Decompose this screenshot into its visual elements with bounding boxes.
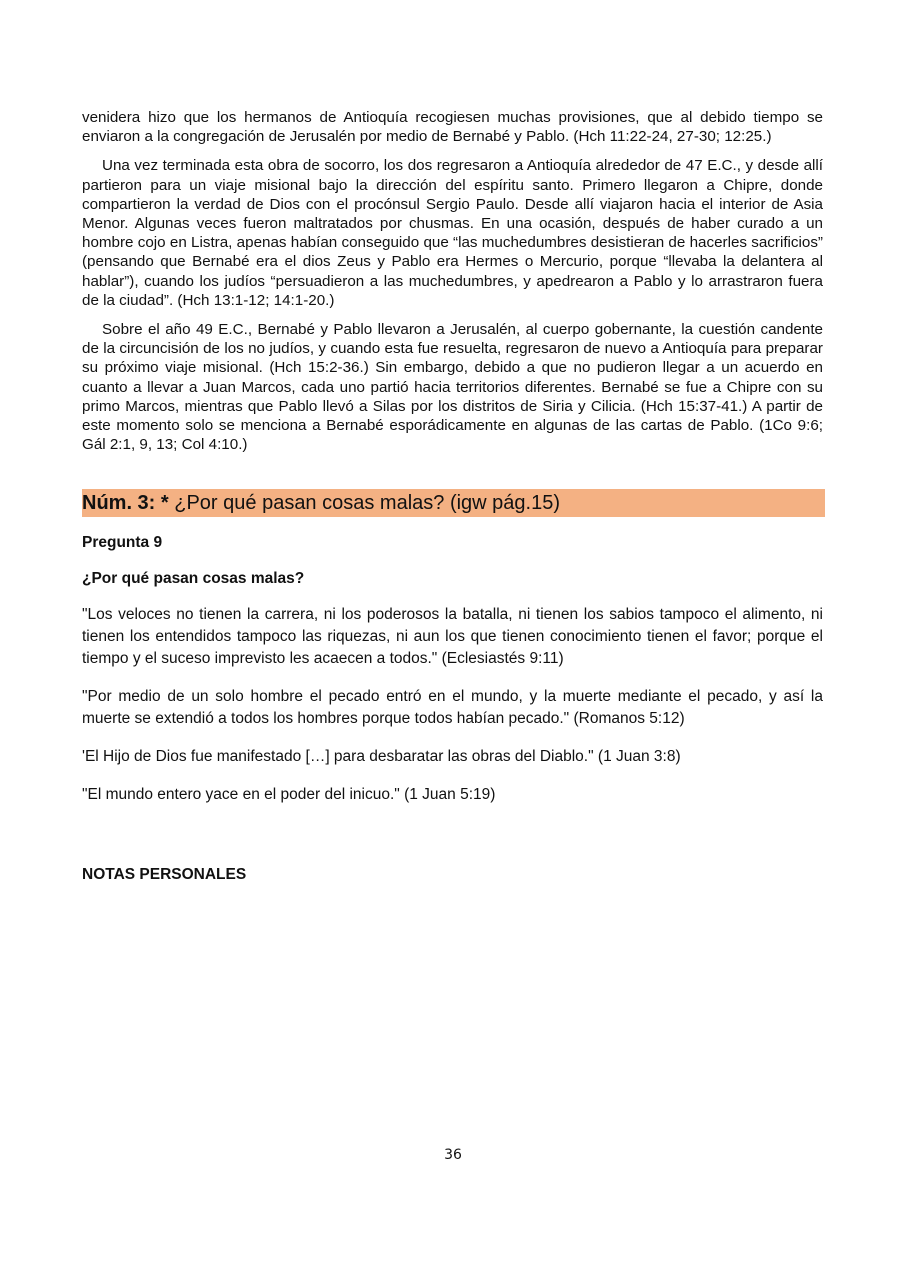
scripture-quote: "El mundo entero yace en el poder del inicuo." (1 Juan 5:19) (82, 786, 496, 804)
page-number: 36 (444, 1147, 462, 1163)
scripture-quote: "Por medio de un solo hombre el pecado entró en el mundo, y la muerte mediante el pecado, y así la muerte se extendió a todos los hombres porque todos habían pecado." (Romanos 5:12) (82, 688, 823, 728)
scripture-quote: "Los veloces no tienen la carrera, ni los poderosos la batalla, ni tienen los sabios tampoco el alimento, ni tienen los entendidos tampoco las riquezas, ni aun los que tienen conocimiento tienen el favor; porque el tiempo y el suceso imprevisto les acaecen a todos." (Eclesiastés 9:11) (82, 606, 823, 668)
body-paragraph: venidera hizo que los hermanos de Antioquía recogiesen muchas provisiones, que al debido tiempo se enviaron a la congregación de Jerusalén por medio de Bernabé y Pablo. (Hch 11:22-24, 27-30; 12:25.) (82, 109, 823, 146)
page-content (82, 108, 823, 884)
body-paragraph: Una vez terminada esta obra de socorro, los dos regresaron a Antioquía alrededor de 47 E.C., y desde allí partieron para un viaje misional bajo la dirección del espíritu santo. Primero llegaron a Chipre, donde compartieron la verdad de Dios con el procónsul Sergio Paulo. Desde allí viajaron hacia el interior de Asia Menor. Algunas veces fueron maltratados por chusmas. En una ocasión, después de haber curado a un hombre cojo en Listra, apenas habían conseguido que “las muchedumbres desistieran de hacerles sacrificios” (pensando que Bernabé era el dios Zeus y Pablo era Hermes o Mercurio, porque “llevaba la delantera al hablar”), cuando los judíos “persuadieron a las muchedumbres, y apedrearon a Pablo y lo arrastraron fuera de la ciudad”. (Hch 13:1-12; 14:1-20.) (82, 157, 823, 309)
scripture-quote: 'El Hijo de Dios fue manifestado […] para desbaratar las obras del Diablo." (1 Juan 3:8) (82, 748, 681, 766)
body-paragraph: Sobre el año 49 E.C., Bernabé y Pablo llevaron a Jerusalén, al cuerpo gobernante, la cuestión candente de la circuncisión de los no judíos, y cuando esta fue resuelta, regresaron de nuevo a Antioquía para preparar su próximo viaje misional. (Hch 15:2-36.) Sin embargo, debido a que no pudieron llegar a un acuerdo en cuanto a llevar a Juan Marcos, cada uno partió hacia territorios diferentes. Bernabé se fue a Chipre con su primo Marcos, mientras que Pablo llevó a Silas por los distritos de Siria y Cilicia. (Hch 15:37-41.) A partir de este momento solo se menciona a Bernabé esporádicamente en algunas de las cartas de Pablo. (1Co 9:6; Gál 2:1, 9, 13; Col 4:10.) (82, 321, 823, 454)
section-number: Núm. 3: * (82, 492, 169, 515)
question-title: ¿Por qué pasan cosas malas? (82, 570, 305, 588)
section-title: ¿Por qué pasan cosas malas? (igw pág.15) (168, 492, 561, 515)
question-label: Pregunta 9 (82, 534, 163, 552)
section-heading (82, 489, 825, 517)
notes-heading: NOTAS PERSONALES (82, 866, 247, 884)
